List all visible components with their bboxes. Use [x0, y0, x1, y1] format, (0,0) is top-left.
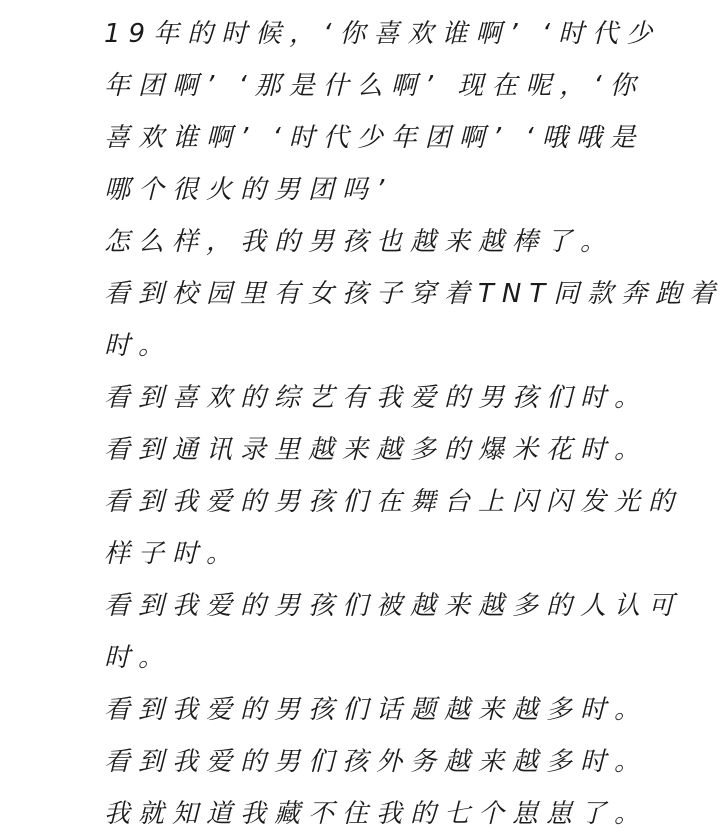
text-line: 看到喜欢的综艺有我爱的男孩们时。	[104, 383, 649, 413]
text-line: 哪个很火的男团吗’	[104, 175, 393, 205]
text-line: 看到我爱的男们孩外务越来越多时。	[104, 747, 649, 777]
text-line: 看到我爱的男孩们话题越来越多时。	[104, 695, 649, 725]
text-line: 怎么样，我的男孩也越来越棒了。	[104, 227, 615, 257]
text-line: 样子时。	[104, 539, 241, 569]
text-line: 喜欢谁啊’ ‘时代少年团啊’ ‘哦哦是	[104, 123, 644, 153]
text-line: 时。	[104, 331, 173, 361]
handwritten-text-block	[104, 8, 723, 840]
text-line: 看到通讯录里越来越多的爆米花时。	[104, 435, 649, 465]
text-line: 19年的时候，‘你喜欢谁啊’ ‘时代少	[104, 19, 661, 49]
text-line: 时。	[104, 643, 173, 673]
text-line: 年团啊’ ‘那是什么啊’ 现在呢，‘你	[104, 71, 644, 101]
text-line: 看到校园里有女孩子穿着TNT同款奔跑着	[104, 279, 723, 309]
text-line: 看到我爱的男孩们被越来越多的人认可	[104, 591, 683, 621]
text-line: 看到我爱的男孩们在舞台上闪闪发光的	[104, 487, 683, 517]
text-line: 我就知道我藏不住我的七个崽崽了。	[104, 799, 649, 829]
